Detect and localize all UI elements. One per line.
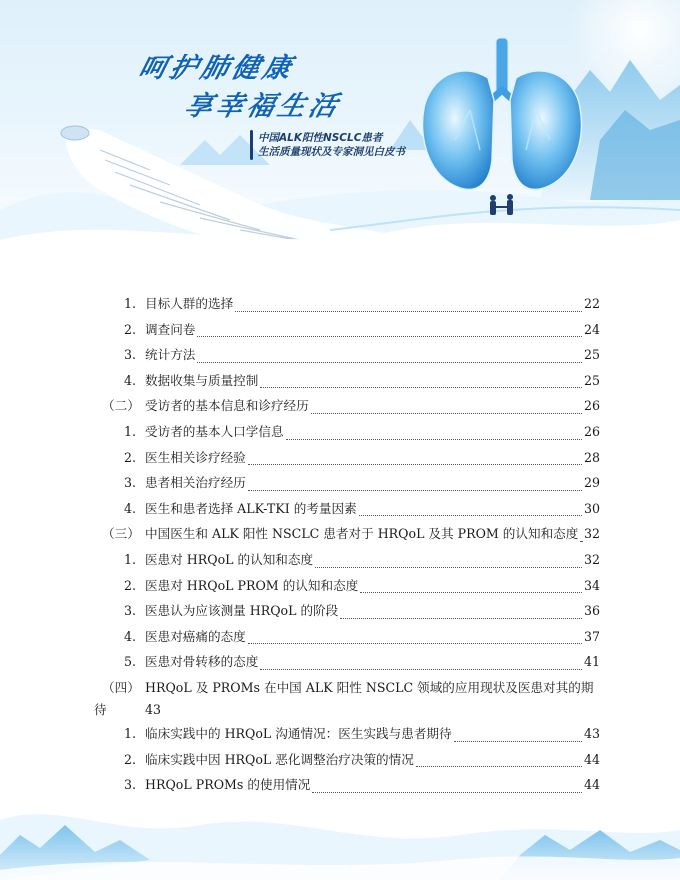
toc-entry-page: 32 bbox=[583, 551, 600, 567]
dot-leader bbox=[248, 465, 582, 491]
toc-entry-number: 4. bbox=[124, 500, 137, 516]
toc-entry[interactable] bbox=[90, 496, 600, 522]
toc-entry-title: 医生和患者选择 ALK-TKI 的考量因素 bbox=[145, 500, 357, 516]
toc-entry-title: 医患对癌痛的态度 bbox=[145, 628, 246, 644]
toc-entry-title: 医患认为应该测量 HRQoL 的阶段 bbox=[145, 603, 339, 619]
dot-leader bbox=[235, 286, 582, 312]
toc-entry-page: 37 bbox=[583, 628, 600, 644]
toc-entry-number: 3. bbox=[124, 777, 137, 793]
toc-entry-title: 数据收集与质量控制 bbox=[145, 372, 259, 388]
subtitle-bar bbox=[250, 130, 253, 160]
toc-entry-title: 医患对 HRQoL 的认知和态度 bbox=[145, 551, 314, 567]
toc-entry-page: 34 bbox=[583, 577, 600, 593]
toc-entry-page: 41 bbox=[583, 654, 600, 670]
toc-entry-title: HRQoL PROMs 的使用情况 bbox=[145, 777, 311, 793]
dot-leader bbox=[359, 491, 582, 517]
dot-leader bbox=[311, 388, 582, 414]
toc-entry-number: 2. bbox=[124, 751, 137, 767]
toc-entry[interactable] bbox=[90, 772, 600, 798]
toc-entry-title: 目标人群的选择 bbox=[145, 296, 234, 311]
toc-entry-title: 中国医生和 ALK 阳性 NSCLC 患者对于 HRQoL 及其 PROM 的认知和态度 bbox=[145, 526, 579, 542]
toc-entry-title: HRQoL 及 PROMs 在中国 ALK 阳性 NSCLC 领域的应用现状及医患对其的期 bbox=[145, 679, 594, 695]
slogan-line1: 呵护肺健康 bbox=[135, 53, 299, 84]
dot-leader bbox=[248, 440, 582, 466]
toc-entry-number: 2. bbox=[124, 449, 137, 465]
toc-entry-title: 医患对骨转移的态度 bbox=[145, 654, 259, 670]
toc-entry-number: 1. bbox=[124, 725, 137, 741]
toc-entry-page: 43 bbox=[145, 701, 162, 717]
toc-entry-title: 医患对 HRQoL PROM 的认知和态度 bbox=[145, 577, 359, 593]
toc-entry-number: 3. bbox=[124, 475, 137, 491]
toc-entry-number: 1. bbox=[124, 423, 137, 439]
toc-entry[interactable] bbox=[90, 649, 600, 675]
toc-entry-number: 5. bbox=[124, 654, 137, 670]
toc-entry-page: 32 bbox=[583, 526, 600, 542]
subtitle-line2: 生活质量现状及专家洞见白皮书 bbox=[258, 146, 405, 158]
dot-leader bbox=[580, 516, 582, 542]
toc-entry-page: 29 bbox=[583, 475, 600, 491]
toc-entry-page: 36 bbox=[583, 603, 600, 619]
dot-leader bbox=[248, 619, 582, 645]
dot-leader bbox=[312, 767, 582, 793]
toc-entry-number: 4. bbox=[124, 372, 137, 388]
toc-entry-page: 26 bbox=[583, 423, 600, 439]
dot-leader bbox=[416, 742, 582, 768]
dot-leader bbox=[197, 312, 582, 338]
toc-entry-number: （二） bbox=[102, 398, 140, 414]
toc-entry-page: 26 bbox=[583, 398, 600, 414]
dot-leader bbox=[315, 542, 582, 568]
toc-entry-page: 24 bbox=[583, 321, 600, 337]
toc-entry-title: 受访者的基本人口学信息 bbox=[145, 423, 284, 439]
toc-entry-title: 医生相关诊疗经验 bbox=[145, 449, 246, 465]
toc-entry-number: 1. bbox=[124, 296, 137, 311]
toc-entry-page: 30 bbox=[583, 500, 600, 516]
toc-entry-number: 4. bbox=[124, 628, 137, 644]
dot-leader bbox=[260, 363, 582, 389]
toc-entry-title: 临床实践中因 HRQoL 恶化调整治疗决策的情况 bbox=[145, 751, 414, 767]
toc-entry-number: （三） bbox=[102, 526, 140, 542]
toc-entry-title: 临床实践中的 HRQoL 沟通情况：医生实践与患者期待 bbox=[145, 725, 452, 741]
slogan-line2: 享幸福生活 bbox=[181, 91, 345, 122]
dot-leader bbox=[260, 644, 582, 670]
toc-entry-title-continuation: 待 bbox=[94, 701, 107, 717]
header-banner bbox=[0, 0, 680, 268]
toc-entry-page: 22 bbox=[583, 296, 600, 311]
toc-entry-page: 44 bbox=[583, 777, 600, 793]
toc-entry-page: 44 bbox=[583, 751, 600, 767]
toc-entry-number: 3. bbox=[124, 603, 137, 619]
subtitle-line1: 中国ALK阳性NSCLC患者 bbox=[258, 132, 383, 144]
table-of-contents bbox=[90, 291, 600, 798]
toc-entry-page: 43 bbox=[583, 725, 600, 741]
toc-entry-wrapped[interactable] bbox=[90, 675, 600, 699]
dot-leader bbox=[360, 568, 582, 594]
dot-leader bbox=[286, 414, 582, 440]
toc-entry-page: 28 bbox=[583, 449, 600, 465]
lungs-illustration bbox=[423, 38, 582, 189]
toc-entry-title: 调查问卷 bbox=[145, 321, 196, 337]
toc-entry-number: （四） bbox=[102, 679, 140, 695]
toc-entry-page: 25 bbox=[583, 347, 600, 363]
toc-entry-number: 2. bbox=[124, 321, 137, 337]
toc-entry-number: 3. bbox=[124, 347, 137, 363]
dot-leader bbox=[340, 593, 582, 619]
toc-entry-number: 2. bbox=[124, 577, 137, 593]
toc-entry-title: 患者相关治疗经历 bbox=[145, 475, 246, 491]
toc-entry-title: 受访者的基本信息和诊疗经历 bbox=[145, 398, 309, 414]
dot-leader bbox=[454, 716, 582, 742]
dot-leader bbox=[197, 337, 582, 363]
toc-entry-title: 统计方法 bbox=[145, 347, 196, 363]
toc-entry-number: 1. bbox=[124, 551, 137, 567]
toc-entry-page: 25 bbox=[583, 372, 600, 388]
